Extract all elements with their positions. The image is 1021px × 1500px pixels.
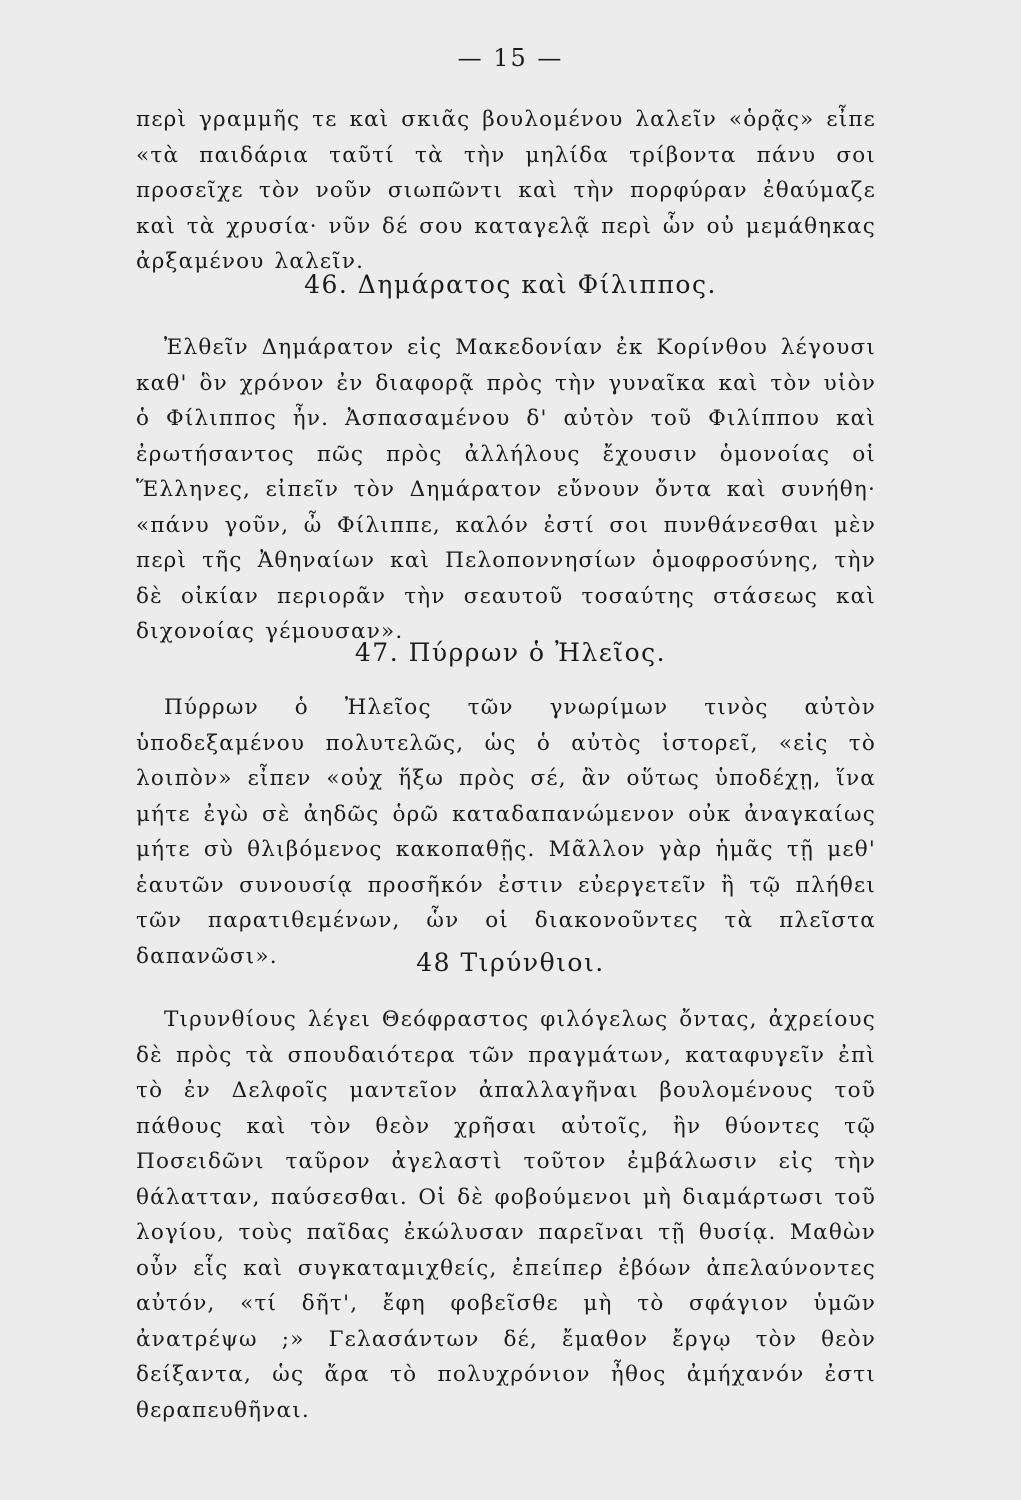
paragraph: Τιρυνθίους λέγει Θεόφραστος φιλόγελως ὄντας, ἀχρείους δὲ πρὸς τὰ σπουδαιότερα τῶν πραγμάτων, καταφυγεῖν ἐπὶ τὸ ἐν Δελφοῖς μαντεῖον ἀπαλλαγῆναι βουλομένους τοῦ πάθους καὶ τὸν θεὸν χρῆσαι αὐτοῖς, ἢν θύοντες τῷ Ποσειδῶνι ταῦρον ἀγελαστὶ τοῦτον ἐμβάλωσιν εἰς τὴν θάλατταν, παύσεσθαι. Οἱ δὲ φοβούμενοι μὴ διαμάρτωσι τοῦ λογίου, τοὺς παῖδας ἐκώλυσαν παρεῖναι τῇ θυσίᾳ. Μαθὼν οὖν εἷς καὶ συγκαταμιχθείς, ἐπείπερ ἐβόων ἀπελαύνοντες αὐτόν, «τί δῆτ', ἔφη φοβεῖσθε μὴ τὸ σφάγιον ὑμῶν ἀνατρέψω ;» Γελασάντων δέ, ἔμαθον ἔργῳ τὸν θεὸν δείξαντα, ὡς ἄρα τὸ πολυχρόνιον ἦθος ἀμήχανόν ἐστι θεραπευθῆναι. <box>136 1007 876 1423</box>
section-heading-48: 48 Τιρύνθιοι. <box>416 948 605 977</box>
section-48-body <box>136 1002 876 1428</box>
section-heading-47: 47. Πύρρων ὁ Ἠλεῖος. <box>354 638 667 667</box>
paragraph: Ἐλθεῖν Δημάρατον εἰς Μακεδονίαν ἐκ Κορίνθου λέγουσι καθ' ὃν χρόνον ἐν διαφορᾷ πρὸς τὴν γυναῖκα καὶ τὸν υἱὸν ὁ Φίλιππος ἦν. Ἀσπασαμένου δ' αὐτὸν τοῦ Φιλίππου καὶ ἐρωτήσαντος πῶς πρὸς ἀλλήλους ἔχουσιν ὁμονοίας οἱ Ἕλληνες, εἰπεῖν τὸν Δημάρατον εὔνουν ὄντα καὶ συνήθη· «πάνυ γοῦν, ὦ Φίλιππε, καλόν ἐστί σοι πυνθάνεσθαι μὲν περὶ τῆς Ἀθηναίων καὶ Πελοποννησίων ὁμοφροσύνης, τὴν δὲ οἰκίαν περιορᾶν τὴν σεαυτοῦ τοσαύτης στάσεως καὶ διχονοίας γέμουσαν». <box>136 335 876 644</box>
paragraph: περὶ γραμμῆς τε καὶ σκιᾶς βουλομένου λαλεῖν «ὁρᾷς» εἶπε «τὰ παιδάρια ταῦτί τὰ τὴν μηλίδα τρίβοντα πάνυ σοι προσεῖχε τὸν νοῦν σιωπῶντι καὶ τὴν πορφύραν ἐθαύμαζε καὶ τὰ χρυσία· νῦν δέ σου καταγελᾷ περὶ ὧν οὐ μεμάθηκας ἀρξαμένου λαλεῖν. <box>136 107 876 274</box>
page-number: — 15 — <box>457 44 564 72</box>
section-47-body <box>136 690 876 974</box>
section-46-body <box>136 330 876 650</box>
section-45-continuation <box>136 102 876 280</box>
section-heading-46: 46. Δημάρατος καὶ Φίλιππος. <box>304 270 717 299</box>
paragraph: Πύρρων ὁ Ἠλεῖος τῶν γνωρίμων τινὸς αὐτὸν ὑποδεξαμένου πολυτελῶς, ὡς ὁ αὐτὸς ἱστορεῖ, «εἰς τὸ λοιπὸν» εἶπεν «οὐχ ἥξω πρὸς σέ, ἂν οὕτως ὑποδέχῃ, ἵνα μήτε ἐγὼ σὲ ἀηδῶς ὁρῶ καταδαπανώμενον οὐκ ἀναγκαίως μήτε σὺ θλιβόμενος κακοπαθῇς. Μᾶλλον γὰρ ἡμᾶς τῇ μεθ' ἑαυτῶν συνουσίᾳ προσῆκόν ἐστιν εὐεργετεῖν ἢ τῷ πλήθει τῶν παρατιθεμένων, ὧν οἱ διακονοῦντες τὰ πλεῖστα δαπανῶσι». <box>136 695 876 969</box>
